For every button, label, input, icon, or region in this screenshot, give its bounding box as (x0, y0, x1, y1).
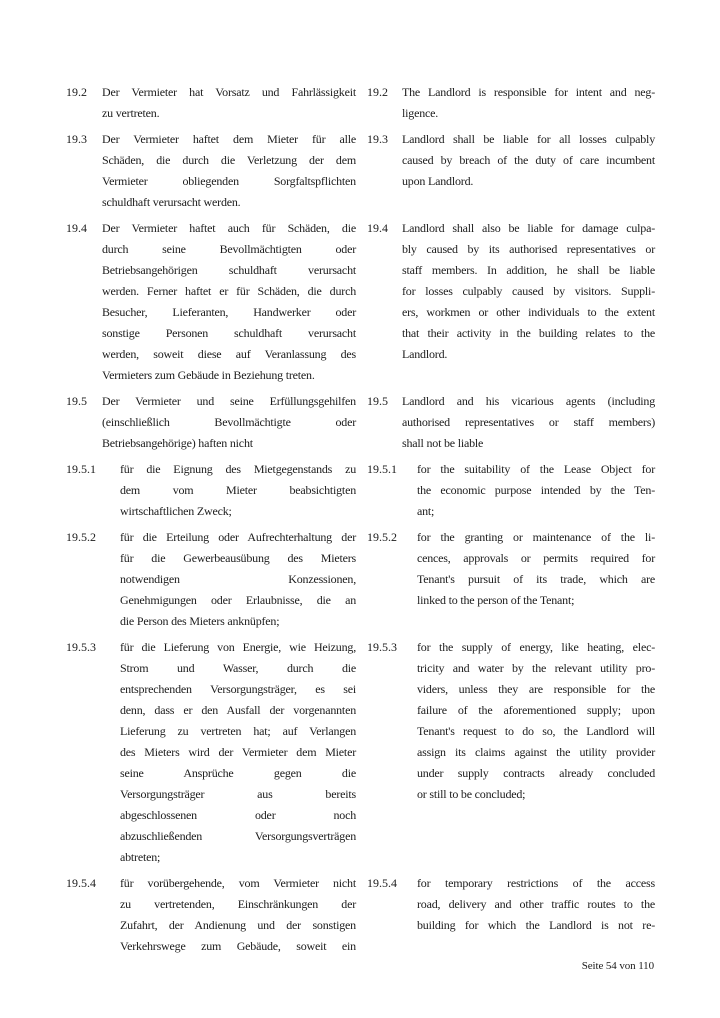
text-line: werden, soweit diese auf Veranlassung des (102, 347, 356, 361)
text-line: für vorübergehende, vom Vermieter nicht (120, 876, 356, 890)
clause-number-de: 19.5 (66, 394, 87, 408)
text-line: durch seine Bevollmächtigten oder (102, 242, 356, 256)
text-line: failure of the aforementioned supply; upon (417, 703, 655, 717)
text-line: road, delivery and other traffic routes to the (417, 897, 655, 911)
text-line: for the suitability of the Lease Object for (417, 462, 655, 476)
clause-text-de (102, 218, 356, 386)
text-line: des Mieters wird der Vermieter dem Mieter (120, 745, 356, 759)
text-line: Verkehrswege zum Gebäude, soweit ein (120, 939, 356, 953)
text-line: building for which the Landlord is not re- (417, 918, 655, 932)
clause-text-de (102, 527, 356, 632)
clause-text-de (102, 637, 356, 868)
text-line: abzuschließenden Versorgungsverträgen (120, 829, 356, 843)
clause-text-en (402, 218, 655, 365)
text-line: for temporary restrictions of the access (417, 876, 655, 890)
text-line: linked to the person of the Tenant; (417, 593, 575, 607)
text-line: abtreten; (120, 850, 161, 864)
text-line: denn, dass er den Ausfall der vorgenannten (120, 703, 356, 717)
clause-text-de (102, 82, 356, 124)
clause-number-en: 19.5.4 (367, 876, 397, 890)
clause-row (66, 82, 655, 124)
text-line: Strom und Wasser, durch die (120, 661, 356, 675)
text-line: Landlord and his vicarious agents (including (402, 394, 655, 408)
text-line: tricity and water by the relevant utility pro- (417, 661, 655, 675)
clause-number-de: 19.5.1 (66, 462, 96, 476)
clause-text-en (402, 873, 655, 936)
text-line: Besucher, Lieferanten, Handwerker oder (102, 305, 356, 319)
text-line: für die Erteilung oder Aufrechterhaltung der (120, 530, 356, 544)
text-line: or still to be concluded; (417, 787, 526, 801)
text-line: abgeschlossenen oder noch (120, 808, 356, 822)
text-line: authorised representatives or staff members) (402, 415, 655, 429)
clause-row (66, 527, 655, 632)
clause-number-de: 19.4 (66, 221, 87, 235)
clause-text-de (102, 873, 356, 957)
text-line: Tenant's pursuit of its trade, which are (417, 572, 655, 586)
text-line: bly caused by its authorised representatives or (402, 242, 655, 256)
text-line: ligence. (402, 106, 439, 120)
text-line: viders, unless they are responsible for the (417, 682, 655, 696)
text-line: Vermieter obliegenden Sorgfaltspflichten (102, 174, 356, 188)
text-line: werden. Ferner haftet er für Schäden, die durch (102, 284, 356, 298)
text-line: Lieferung zu vertreten hat; auf Verlangen (120, 724, 356, 738)
clause-text-de (102, 391, 356, 454)
text-line: für die Eignung des Mietgegenstands zu (120, 462, 356, 476)
clause-text-de (102, 459, 356, 522)
text-line: zu vertretenden, Einschränkungen der (120, 897, 356, 911)
text-line: Landlord shall be liable for all losses culpably (402, 132, 655, 146)
text-line: under supply contracts already concluded (417, 766, 655, 780)
text-line: Tenant's request to do so, the Landlord will (417, 724, 655, 738)
text-line: Landlord shall also be liable for damage culpa- (402, 221, 655, 235)
text-line: ers, workmen or other individuals to the extent (402, 305, 655, 319)
text-line: (einschließlich Bevollmächtigte oder (102, 415, 356, 429)
clause-number-de: 19.3 (66, 132, 87, 146)
clause-text-en (402, 637, 655, 805)
text-line: Betriebsangehörigen schuldhaft verursacht (102, 263, 356, 277)
text-line: sonstige Personen schuldhaft verursacht (102, 326, 356, 340)
text-line: for the supply of energy, like heating, elec- (417, 640, 655, 654)
text-line: shall not be liable (402, 436, 484, 450)
text-line: Der Vermieter haftet dem Mieter für alle (102, 132, 356, 146)
clause-number-de: 19.5.4 (66, 876, 96, 890)
clause-row (66, 218, 655, 386)
text-line: schuldhaft verursacht werden. (102, 195, 241, 209)
text-line: für die Lieferung von Energie, wie Heizung, (120, 640, 356, 654)
clause-number-en: 19.2 (367, 85, 388, 99)
text-line: ant; (417, 504, 435, 518)
text-line: dem vom Mieter beabsichtigten (120, 483, 356, 497)
text-line: entsprechenden Versorgungsträger, es sei (120, 682, 356, 696)
clause-row (66, 637, 655, 868)
text-line: Vermieters zum Gebäude in Beziehung treten. (102, 368, 315, 382)
text-line: notwendigen Konzessionen, (120, 572, 356, 586)
clause-row (66, 391, 655, 454)
clause-number-en: 19.5.3 (367, 640, 397, 654)
text-line: die Person des Mieters anknüpfen; (120, 614, 280, 628)
clause-number-en: 19.5 (367, 394, 388, 408)
clause-number-de: 19.5.2 (66, 530, 96, 544)
clause-text-en (402, 527, 655, 611)
text-line: for the granting or maintenance of the li- (417, 530, 655, 544)
text-line: für die Gewerbeausübung des Mieters (120, 551, 356, 565)
text-line: Betriebsangehörige) haften nicht (102, 436, 253, 450)
text-line: assign its claims against the utility provider (417, 745, 655, 759)
text-line: Schäden, die durch die Verletzung der dem (102, 153, 356, 167)
text-line: upon Landlord. (402, 174, 474, 188)
text-line: seine Ansprüche gegen die (120, 766, 356, 780)
page-footer: Seite 54 von 110 (581, 960, 654, 972)
clause-row (66, 459, 655, 522)
clause-row (66, 129, 655, 213)
clause-number-de: 19.5.3 (66, 640, 96, 654)
text-line: Der Vermieter hat Vorsatz und Fahrlässigkeit (102, 85, 356, 99)
clause-number-en: 19.5.2 (367, 530, 397, 544)
text-line: the economic purpose intended by the Ten- (417, 483, 655, 497)
text-line: wirtschaftlichen Zweck; (120, 504, 232, 518)
text-line: Der Vermieter und seine Erfüllungsgehilfen (102, 394, 356, 408)
clause-number-de: 19.2 (66, 85, 87, 99)
text-line: The Landlord is responsible for intent and neg- (402, 85, 655, 99)
clause-text-de (102, 129, 356, 213)
text-line: cences, approvals or permits required for (417, 551, 655, 565)
clause-text-en (402, 129, 655, 192)
clause-row (66, 873, 655, 957)
text-line: caused by breach of the duty of care incumbent (402, 153, 655, 167)
text-line: zu vertreten. (102, 106, 160, 120)
clause-number-en: 19.5.1 (367, 462, 397, 476)
clause-list (66, 82, 655, 962)
text-line: Landlord. (402, 347, 448, 361)
text-line: Zufahrt, der Andienung und der sonstigen (120, 918, 356, 932)
clause-number-en: 19.3 (367, 132, 388, 146)
text-line: Der Vermieter haftet auch für Schäden, die (102, 221, 356, 235)
clause-text-en (402, 391, 655, 454)
text-line: Versorgungsträger aus bereits (120, 787, 356, 801)
clause-text-en (402, 459, 655, 522)
clause-text-en (402, 82, 655, 124)
clause-number-en: 19.4 (367, 221, 388, 235)
text-line: staff members. In addition, he shall be liable (402, 263, 655, 277)
text-line: Genehmigungen oder Erlaubnisse, die an (120, 593, 356, 607)
text-line: for losses culpably caused by visitors. Suppli- (402, 284, 655, 298)
text-line: that their activity in the building relates to the (402, 326, 655, 340)
